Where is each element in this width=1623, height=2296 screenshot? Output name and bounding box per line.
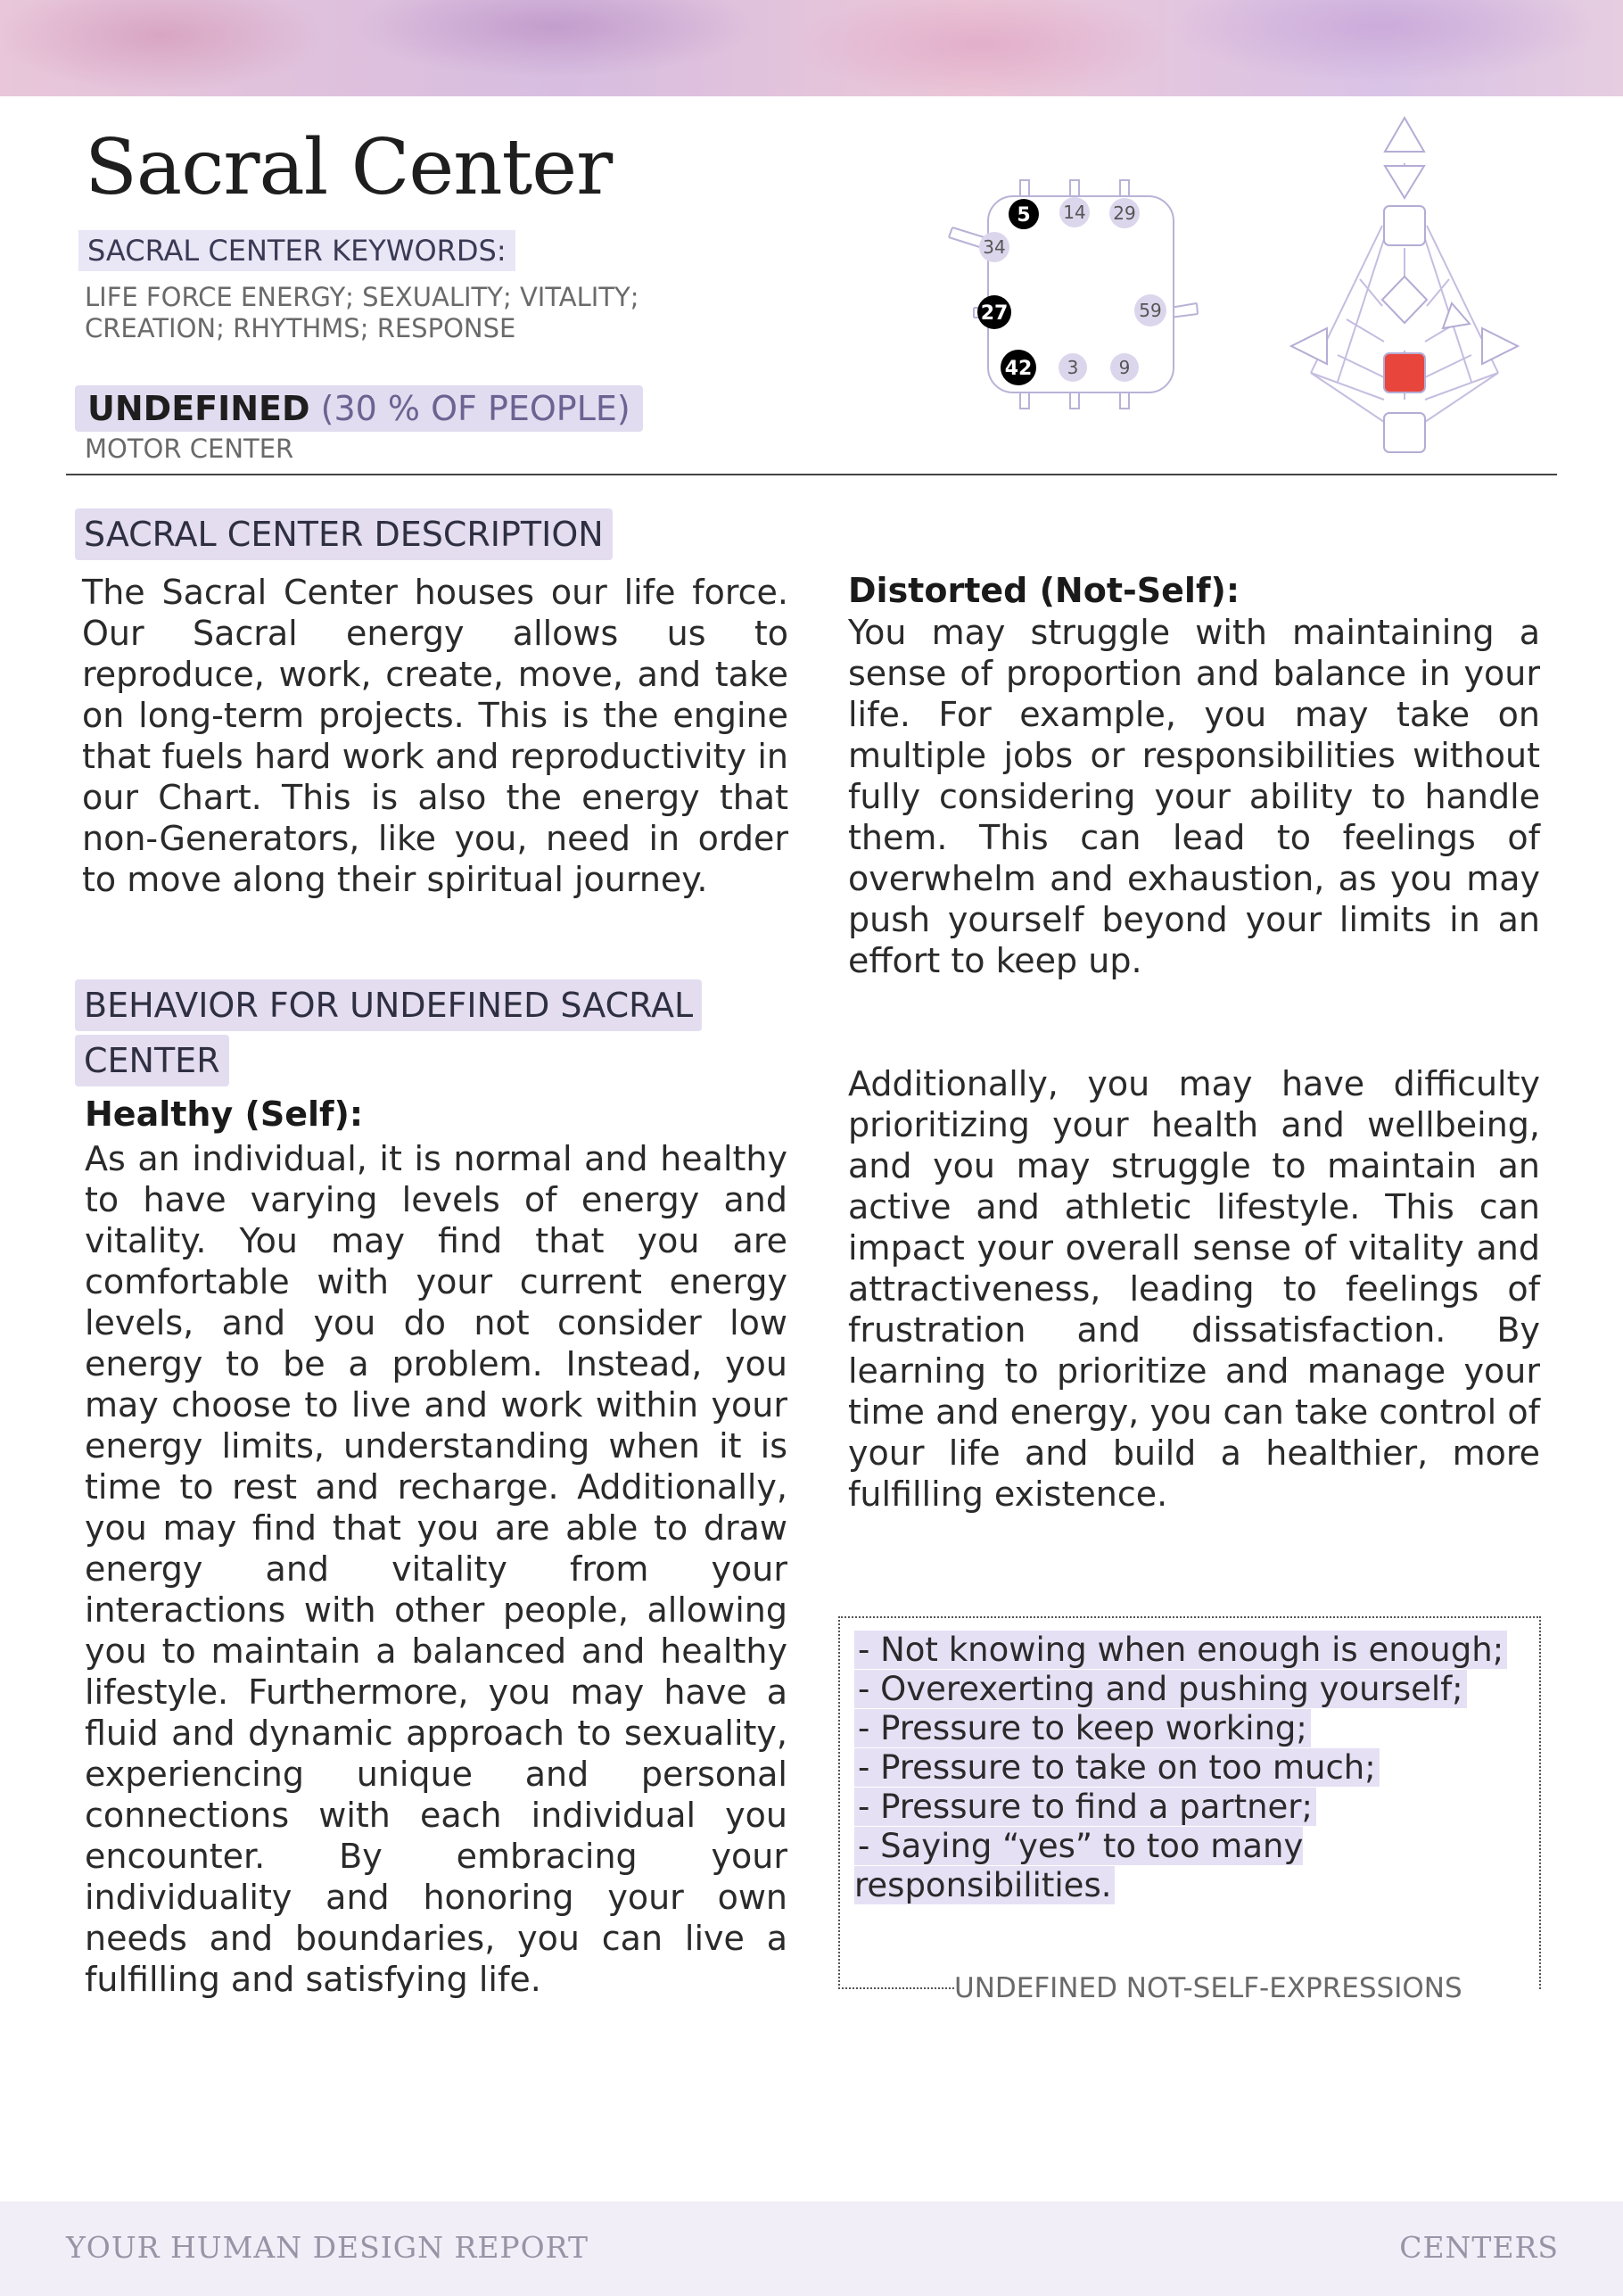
svg-text:42: 42 bbox=[1004, 358, 1033, 380]
gate-3 bbox=[1059, 353, 1087, 382]
keywords-label: SACRAL CENTER KEYWORDS: bbox=[78, 230, 515, 271]
bodygraph-icon bbox=[1284, 114, 1525, 458]
list-item: - Pressure to keep working; bbox=[854, 1709, 1532, 1748]
svg-text:5: 5 bbox=[1017, 204, 1031, 227]
behavior-heading-line-1: BEHAVIOR FOR UNDEFINED SACRAL bbox=[75, 979, 702, 1031]
keywords-line-2: CREATION; RHYTHMS; RESPONSE bbox=[85, 313, 516, 343]
list-item: - Saying “yes” to too many responsibilities. bbox=[854, 1827, 1304, 1904]
distorted-body-paragraph-1: You may struggle with maintaining a sense of proportion and balance in your life. For example, you may take on multiple jobs or responsibilities without fully considering your ability to handle them. This can lead to feelings of overwhelm and exhaustion, as you may push yourself beyond your limits in an effort to keep up. bbox=[848, 613, 1540, 980]
gate-27 bbox=[977, 295, 1011, 329]
behavior-heading-line-2: CENTER bbox=[75, 1035, 229, 1086]
gate-29 bbox=[1109, 198, 1140, 228]
definition-status: UNDEFINED bbox=[87, 389, 310, 428]
header-divider bbox=[66, 474, 1557, 475]
header-banner-image bbox=[0, 0, 1623, 96]
center-type: MOTOR CENTER bbox=[85, 434, 294, 464]
footer-report-title: YOUR HUMAN DESIGN REPORT bbox=[66, 2230, 589, 2265]
gate-5 bbox=[1009, 199, 1039, 229]
distorted-title: Distorted (Not-Self): bbox=[848, 571, 1240, 610]
svg-text:59: 59 bbox=[1139, 300, 1162, 321]
sacral-center-highlight bbox=[1384, 353, 1425, 392]
ajna-center bbox=[1385, 166, 1424, 198]
gate-42 bbox=[1001, 350, 1036, 385]
list-item: - Pressure to take on too much; bbox=[854, 1748, 1532, 1788]
g-center bbox=[1382, 277, 1427, 323]
description-heading-label: SACRAL CENTER DESCRIPTION bbox=[75, 508, 613, 560]
distorted-body-paragraph-2: Additionally, you may have difficulty prioritizing your health and wellbeing, and you may struggle to maintain an active and athletic lifestyle. This can impact your overall sense of vitality and attractiveness, leading to feelings of frustration and dissatisfaction. By learning to prioritize and manage your time and energy, you can take control of your life and build a healthier, more fulfilling existence. bbox=[848, 1064, 1540, 1514]
sacral-gate-diagram bbox=[945, 178, 1213, 419]
svg-text:29: 29 bbox=[1113, 202, 1136, 224]
svg-text:9: 9 bbox=[1118, 357, 1131, 378]
list-item: - Overexerting and pushing yourself; bbox=[854, 1670, 1532, 1709]
gate-34 bbox=[979, 232, 1009, 262]
not-self-caption: UNDEFINED NOT-SELF-EXPRESSIONS bbox=[954, 1972, 1462, 2004]
healthy-title: Healthy (Self): bbox=[85, 1094, 364, 1134]
description-body: The Sacral Center houses our life force. Our Sacral energy allows us to reproduce, work, create, move, and take on long-term projects. This is the engine that fuels hard work and reproductivity in our Chart. This is also the energy that non-Generators, like you, need in order to move along their spiritual journey. bbox=[82, 573, 788, 899]
footer-section-name: CENTERS bbox=[1399, 2230, 1559, 2265]
description-section-heading bbox=[75, 508, 613, 560]
throat-center bbox=[1384, 206, 1425, 245]
spleen-center bbox=[1291, 328, 1327, 364]
list-item: - Pressure to find a partner; bbox=[854, 1788, 1532, 1827]
svg-text:14: 14 bbox=[1063, 202, 1086, 223]
definition-status-badge bbox=[75, 385, 643, 432]
root-center bbox=[1384, 413, 1425, 452]
keywords-text bbox=[85, 282, 709, 344]
gate-14 bbox=[1059, 197, 1090, 227]
keywords-line-1: LIFE FORCE ENERGY; SEXUALITY; VITALITY; bbox=[85, 282, 639, 312]
not-self-expressions-list bbox=[854, 1631, 1532, 1905]
svg-text:27: 27 bbox=[980, 302, 1009, 325]
page-title: Sacral Center bbox=[85, 123, 613, 212]
svg-text:3: 3 bbox=[1067, 357, 1079, 378]
population-percentage: (30 % OF PEOPLE) bbox=[320, 389, 630, 428]
gate-9 bbox=[1110, 353, 1139, 382]
behavior-section-heading bbox=[75, 979, 702, 1090]
head-center bbox=[1385, 118, 1424, 152]
solar-plexus-center bbox=[1482, 328, 1518, 364]
box-bottom-border bbox=[838, 1987, 954, 1989]
gate-59 bbox=[1134, 294, 1166, 326]
svg-text:34: 34 bbox=[983, 236, 1006, 258]
list-item: - Not knowing when enough is enough; bbox=[854, 1631, 1532, 1670]
healthy-body: As an individual, it is normal and healthy to have varying levels of energy and vitality. You may find that you are comfortable with your current energy levels, and you do not consider low energy to be a problem. Instead, you may choose to live and work within your energy limits, understanding when it is time to rest and recharge. Additionally, you may find that you are able to draw energy and vitality from your interactions with other people, allowing you to maintain a balanced and healthy lifestyle. Furthermore, you may have a fluid and dynamic approach to sexuality, experiencing unique and personal connections with each individual you encounter. By embracing your individuality and honoring your own needs and boundaries, you can live a fulfilling and satisfying life. bbox=[85, 1139, 787, 1999]
